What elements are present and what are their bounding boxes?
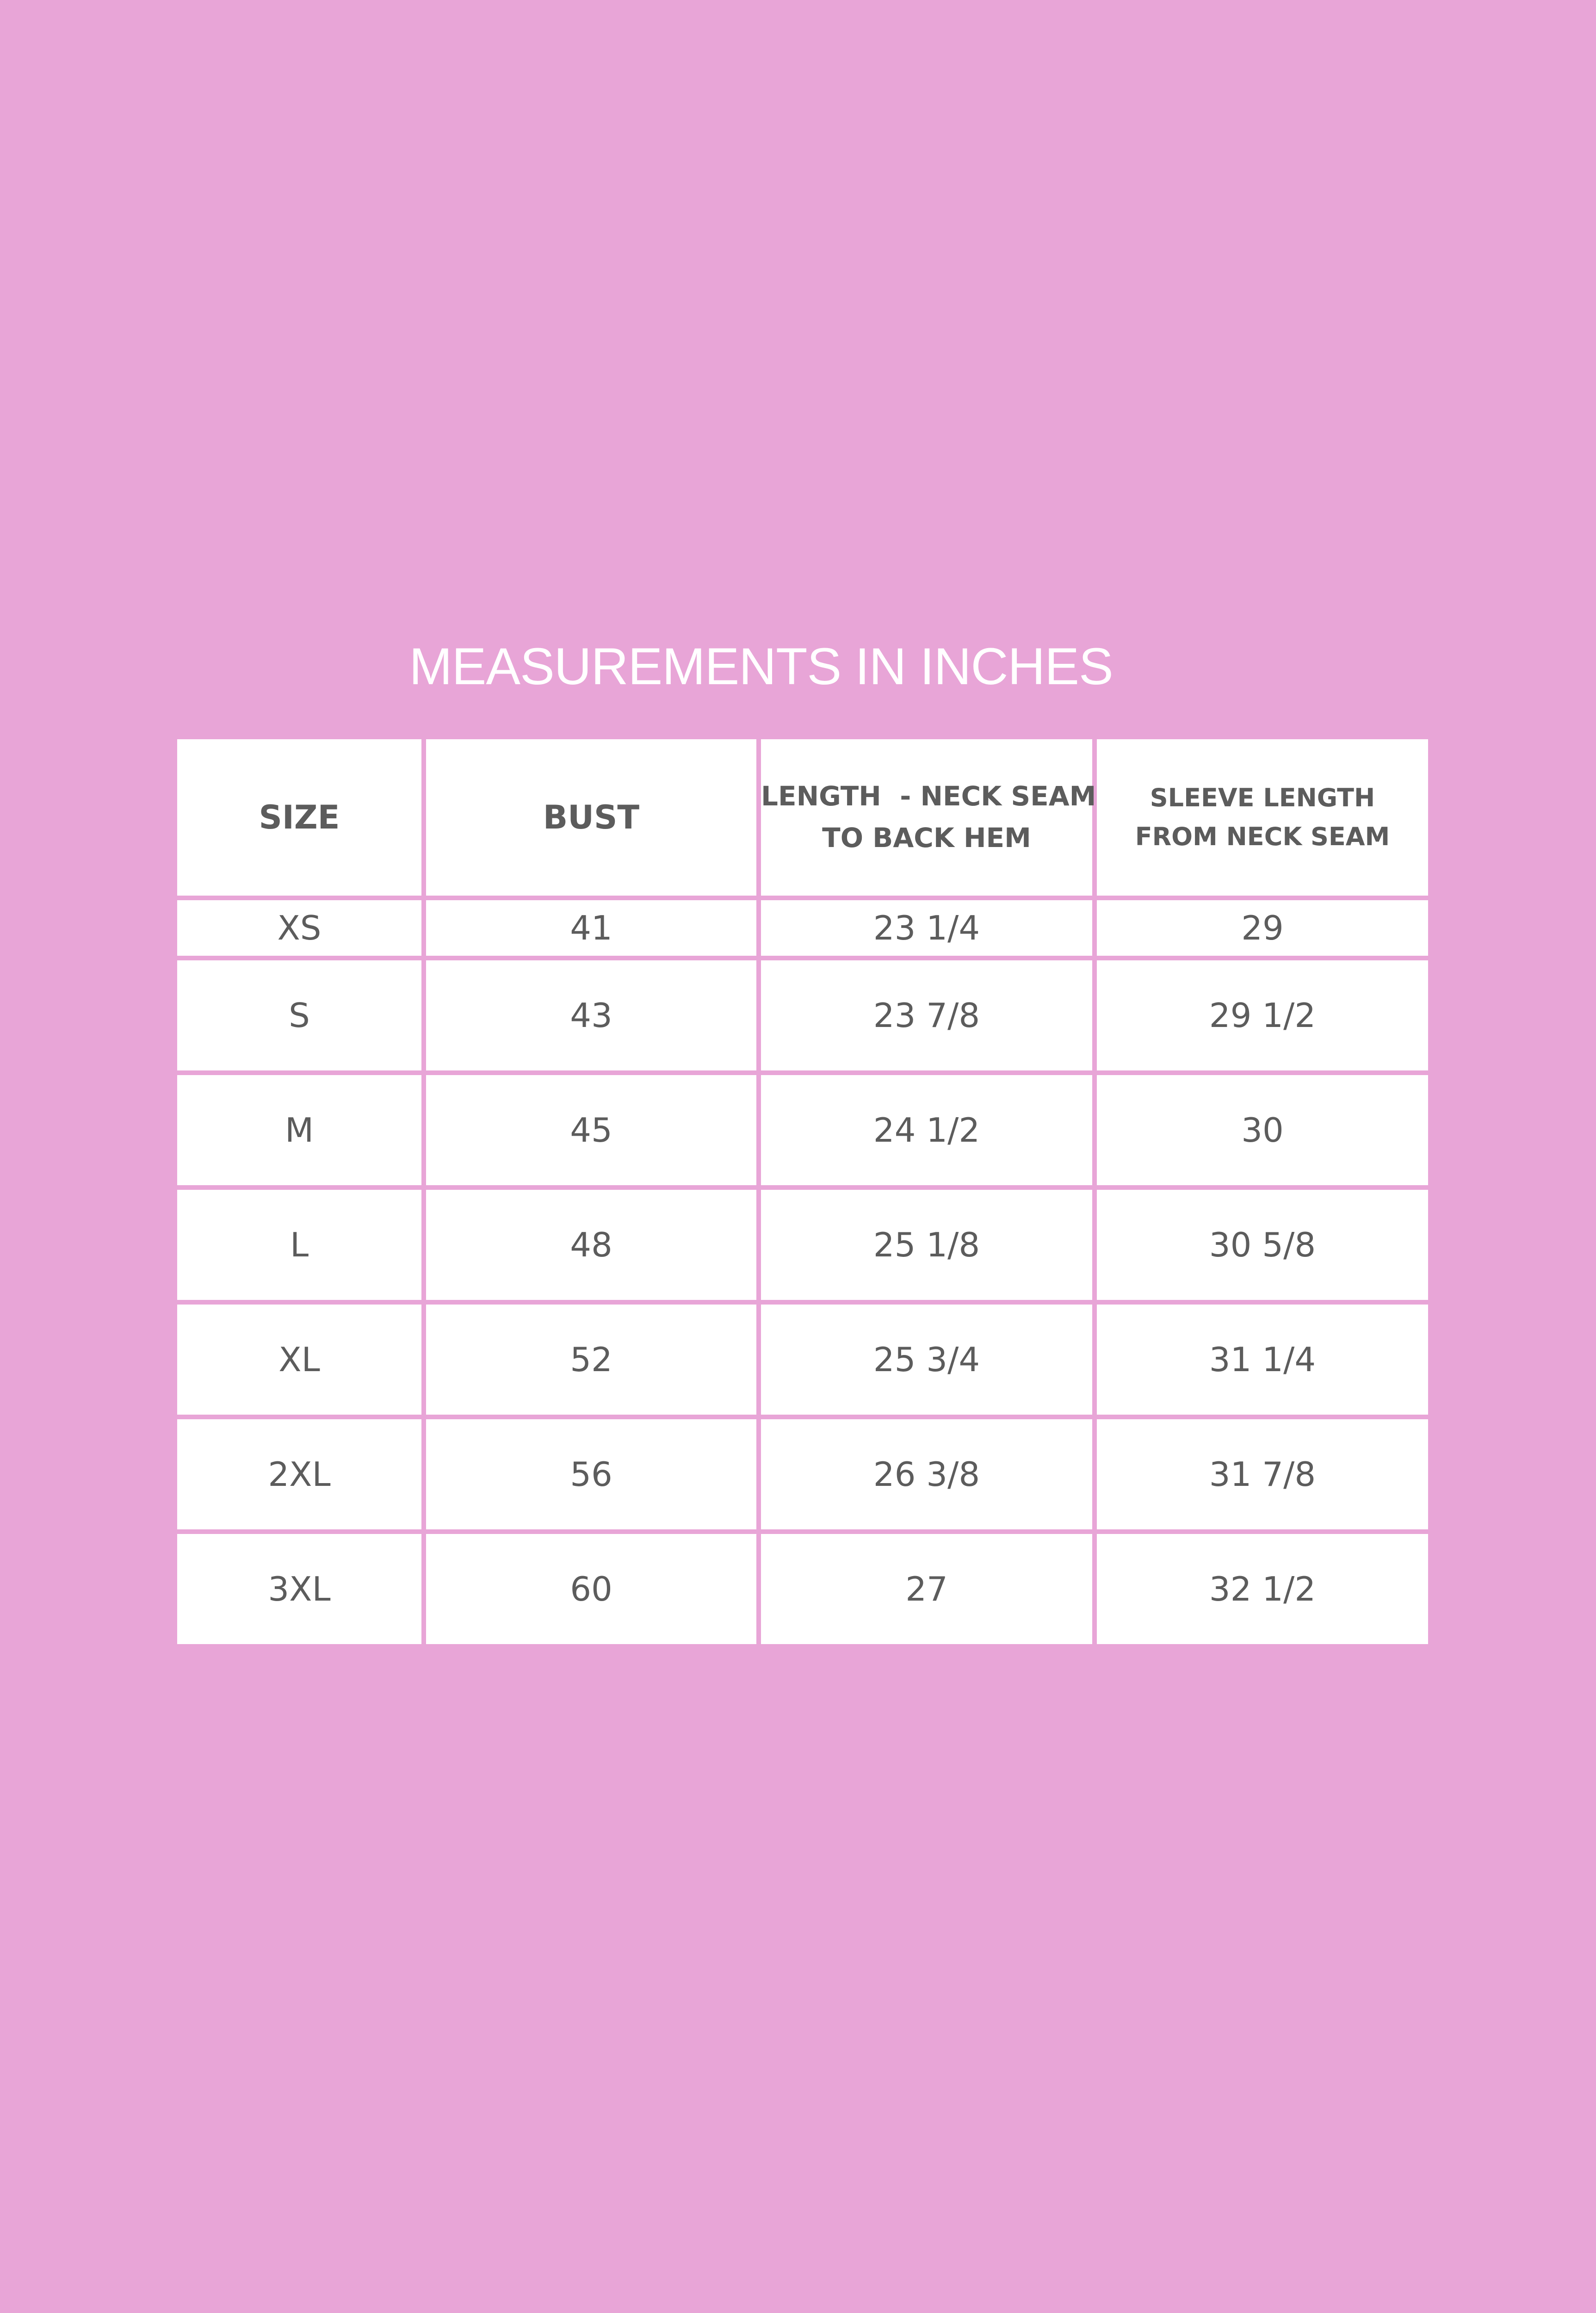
cell-sleeve: 29 xyxy=(1097,900,1428,956)
cell-size: 3XL xyxy=(177,1534,421,1644)
header-sleeve-line1: SLEEVE LENGTH xyxy=(1150,783,1375,813)
header-sleeve-line2: FROM NECK SEAM xyxy=(1135,822,1390,851)
cell-sleeve: 30 xyxy=(1097,1075,1428,1185)
cell-length: 26 3/8 xyxy=(761,1419,1092,1529)
cell-sleeve: 29 1/2 xyxy=(1097,960,1428,1070)
cell-size: S xyxy=(177,960,421,1070)
table-row xyxy=(177,1075,1428,1185)
header-length-line1: LENGTH - NECK SEAM xyxy=(761,780,1096,812)
cell-sleeve: 32 1/2 xyxy=(1097,1534,1428,1644)
page-title: MEASUREMENTS IN INCHES xyxy=(409,637,1113,695)
cell-size: XS xyxy=(177,900,421,956)
table-row xyxy=(177,1534,1428,1644)
table-row xyxy=(177,1419,1428,1529)
cell-size: M xyxy=(177,1075,421,1185)
cell-length: 24 1/2 xyxy=(761,1075,1092,1185)
size-chart-table xyxy=(173,735,1433,1649)
header-length xyxy=(761,739,1096,896)
cell-sleeve: 31 1/4 xyxy=(1097,1305,1428,1415)
cell-sleeve: 31 7/8 xyxy=(1097,1419,1428,1529)
table-row xyxy=(177,960,1428,1070)
header-length-line2: TO BACK HEM xyxy=(822,822,1031,853)
cell-length: 23 1/4 xyxy=(761,900,1092,956)
header-sleeve xyxy=(1097,739,1428,896)
cell-bust: 41 xyxy=(426,900,756,956)
cell-length: 25 1/8 xyxy=(761,1190,1092,1300)
header-bust: BUST xyxy=(426,739,756,896)
cell-bust: 48 xyxy=(426,1190,756,1300)
header-size: SIZE xyxy=(177,739,421,896)
cell-size: XL xyxy=(177,1305,421,1415)
table-row xyxy=(177,1190,1428,1300)
cell-size: 2XL xyxy=(177,1419,421,1529)
cell-sleeve: 30 5/8 xyxy=(1097,1190,1428,1300)
cell-size: L xyxy=(177,1190,421,1300)
cell-bust: 56 xyxy=(426,1419,756,1529)
cell-length: 27 xyxy=(761,1534,1092,1644)
cell-length: 23 7/8 xyxy=(761,960,1092,1070)
cell-bust: 43 xyxy=(426,960,756,1070)
cell-bust: 52 xyxy=(426,1305,756,1415)
cell-length: 25 3/4 xyxy=(761,1305,1092,1415)
table-row xyxy=(177,900,1428,956)
table-header-row xyxy=(177,739,1428,896)
cell-bust: 60 xyxy=(426,1534,756,1644)
cell-bust: 45 xyxy=(426,1075,756,1185)
table-row xyxy=(177,1305,1428,1415)
